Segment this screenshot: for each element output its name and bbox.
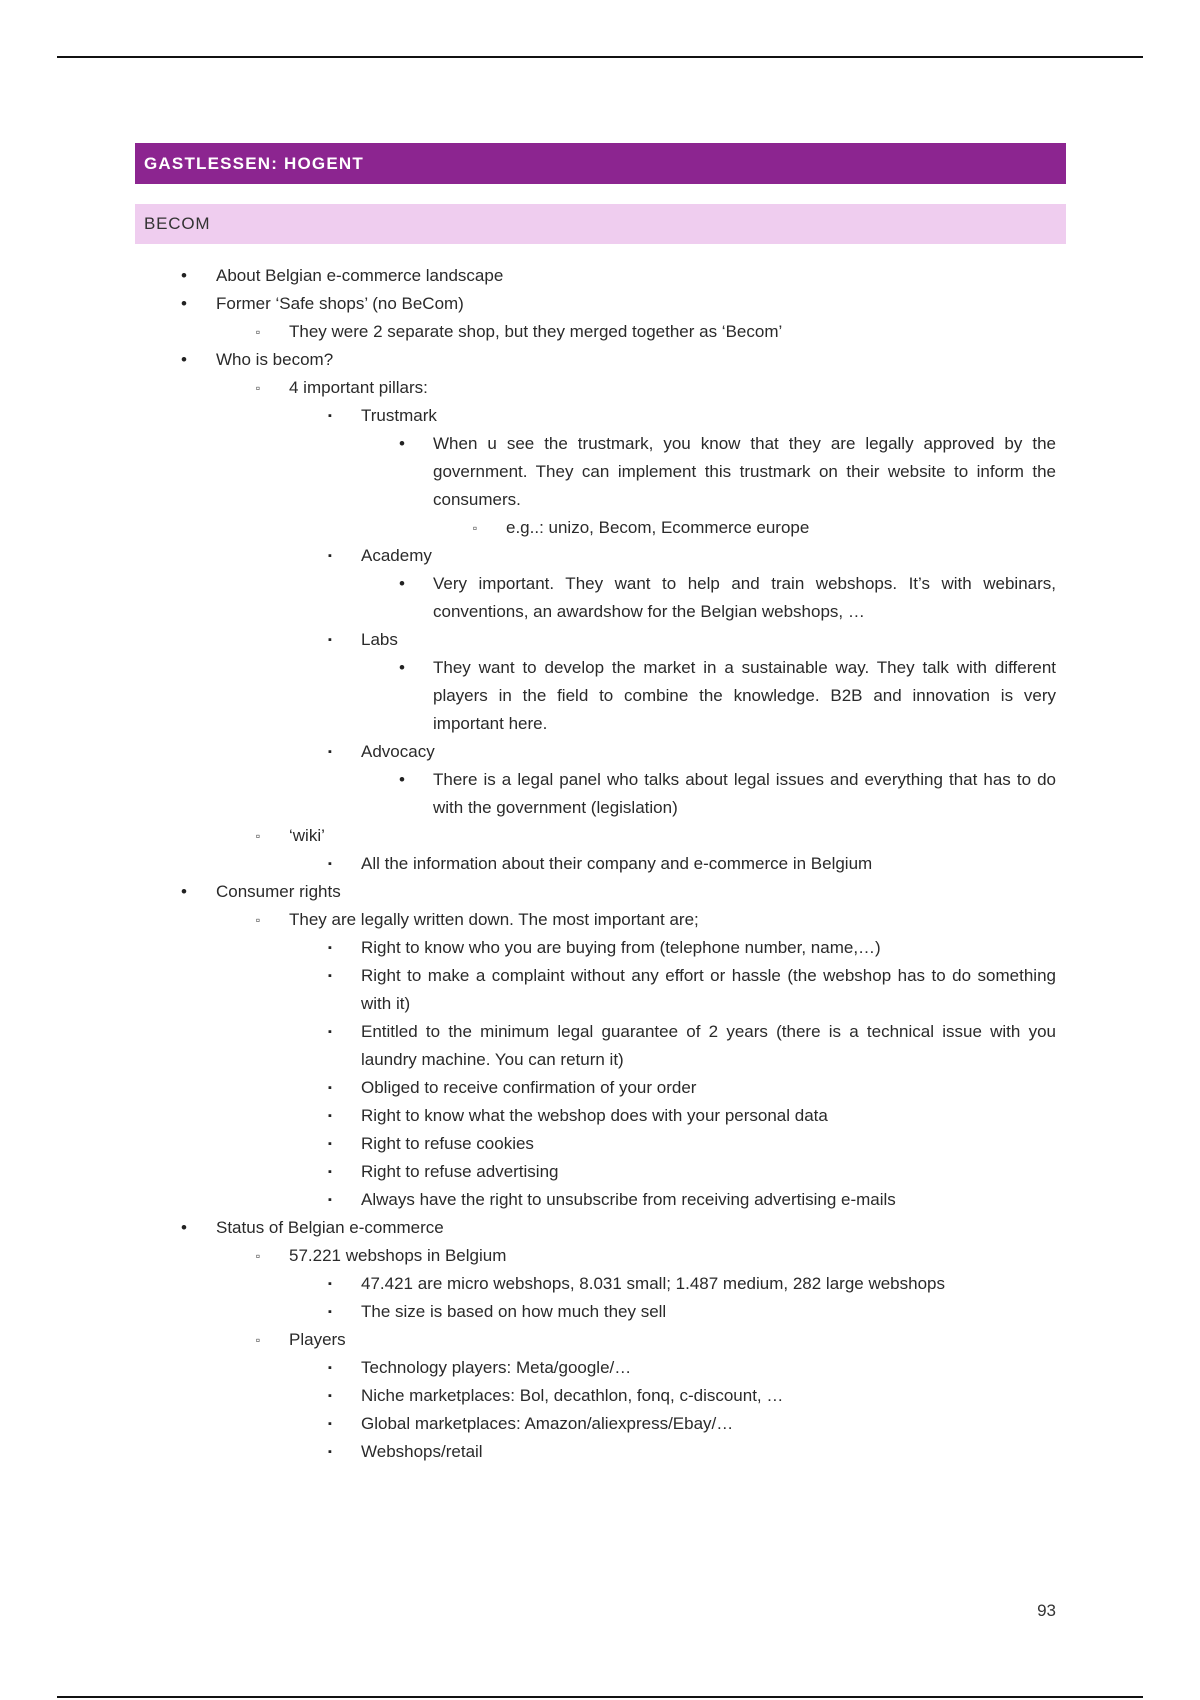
list-item bbox=[0, 878, 1200, 906]
bullet-marker: ▪ bbox=[328, 858, 332, 870]
bullet-marker: ▫ bbox=[255, 1249, 261, 1263]
bullet-marker: • bbox=[181, 350, 187, 369]
list-item-text: About Belgian e-commerce landscape bbox=[216, 266, 504, 285]
list-item-text: Advocacy bbox=[361, 742, 435, 761]
list-item-text: Trustmark bbox=[361, 406, 437, 425]
list-item bbox=[0, 822, 1200, 850]
list-item-text: They were 2 separate shop, but they merged together as ‘Becom’ bbox=[289, 322, 783, 341]
bullet-marker: • bbox=[181, 266, 187, 285]
bullet-marker: ▫ bbox=[472, 521, 478, 535]
bullet-marker: • bbox=[181, 882, 187, 901]
bullet-marker: ▫ bbox=[255, 325, 261, 339]
list-item bbox=[0, 738, 1200, 766]
list-item-text: Obliged to receive confirmation of your order bbox=[361, 1078, 697, 1097]
list-item-text: Who is becom? bbox=[216, 350, 334, 369]
list-item-text: When u see the trustmark, you know that they are legally approved by the government. They can implement this trustmark on their website to inform the consumers. bbox=[433, 434, 1056, 509]
list-item-text: Webshops/retail bbox=[361, 1442, 483, 1461]
list-item bbox=[0, 1102, 1200, 1130]
bullet-marker: • bbox=[181, 1218, 187, 1237]
list-item bbox=[0, 1186, 1200, 1214]
bullet-marker: ▪ bbox=[328, 634, 332, 646]
list-item-text: 47.421 are micro webshops, 8.031 small; 1.487 medium, 282 large webshops bbox=[361, 1274, 946, 1293]
bullet-marker: ▪ bbox=[328, 1306, 332, 1318]
bullet-marker: ▫ bbox=[255, 1333, 261, 1347]
list-item-text: They are legally written down. The most important are; bbox=[289, 910, 699, 929]
list-item bbox=[0, 430, 1200, 514]
bullet-marker: ▫ bbox=[255, 913, 261, 927]
list-item bbox=[0, 1410, 1200, 1438]
bullet-marker: ▪ bbox=[328, 1418, 332, 1430]
bottom-rule bbox=[57, 1696, 1143, 1698]
list-item bbox=[0, 374, 1200, 402]
list-item bbox=[0, 262, 1200, 290]
list-item-text: Right to refuse cookies bbox=[361, 1134, 534, 1153]
list-item-text: Right to know who you are buying from (telephone number, name,…) bbox=[361, 938, 881, 957]
list-item-text: Technology players: Meta/google/… bbox=[361, 1358, 632, 1377]
list-item bbox=[0, 766, 1200, 822]
bullet-marker: ▪ bbox=[328, 970, 332, 982]
list-item-text: Entitled to the minimum legal guarantee of 2 years (there is a technical issue with you laundry machine. You can return it) bbox=[361, 1022, 1056, 1069]
list-item bbox=[0, 1326, 1200, 1354]
list-item-text: Former ‘Safe shops’ (no BeCom) bbox=[216, 294, 464, 313]
bullet-marker: ▪ bbox=[328, 746, 332, 758]
list-item-text: 4 important pillars: bbox=[289, 378, 428, 397]
section-heading: GASTLESSEN: HOGENT bbox=[135, 143, 1066, 184]
list-item bbox=[0, 1074, 1200, 1102]
list-item bbox=[0, 1382, 1200, 1410]
bullet-marker: ▪ bbox=[328, 1166, 332, 1178]
list-item-text: Global marketplaces: Amazon/aliexpress/Ebay/… bbox=[361, 1414, 734, 1433]
bullet-marker: • bbox=[399, 434, 405, 453]
list-item-text: Always have the right to unsubscribe from receiving advertising e-mails bbox=[361, 1190, 896, 1209]
bullet-list bbox=[0, 262, 1200, 1466]
list-item bbox=[0, 542, 1200, 570]
list-item bbox=[0, 1298, 1200, 1326]
list-item bbox=[0, 654, 1200, 738]
bullet-marker: ▪ bbox=[328, 550, 332, 562]
list-item-text: e.g..: unizo, Becom, Ecommerce europe bbox=[506, 518, 810, 537]
bullet-marker: • bbox=[399, 770, 405, 789]
list-item bbox=[0, 1130, 1200, 1158]
bullet-marker: ▪ bbox=[328, 1362, 332, 1374]
list-item bbox=[0, 570, 1200, 626]
list-item bbox=[0, 962, 1200, 1018]
list-item-text: Labs bbox=[361, 630, 398, 649]
list-item-text: ‘wiki’ bbox=[289, 826, 325, 845]
bullet-marker: ▫ bbox=[255, 381, 261, 395]
list-item-text: Right to know what the webshop does with your personal data bbox=[361, 1106, 828, 1125]
bullet-marker: • bbox=[181, 294, 187, 313]
list-item bbox=[0, 1214, 1200, 1242]
list-item-text: Very important. They want to help and train webshops. It’s with webinars, conventions, an awardshow for the Belgian webshops, … bbox=[433, 574, 1056, 621]
list-item bbox=[0, 514, 1200, 542]
list-item bbox=[0, 1018, 1200, 1074]
list-item-text: Academy bbox=[361, 546, 432, 565]
bullet-marker: ▪ bbox=[328, 1110, 332, 1122]
top-rule bbox=[57, 56, 1143, 58]
list-item bbox=[0, 346, 1200, 374]
list-item-text: They want to develop the market in a sustainable way. They talk with different players in the field to combine the knowledge. B2B and innovation is very important here. bbox=[433, 658, 1056, 733]
list-item bbox=[0, 906, 1200, 934]
list-item bbox=[0, 402, 1200, 430]
page-number: 93 bbox=[1037, 1601, 1056, 1620]
subsection-heading: BECOM bbox=[135, 204, 1066, 244]
bullet-marker: ▪ bbox=[328, 1278, 332, 1290]
bullet-marker: ▪ bbox=[328, 410, 332, 422]
bullet-marker: ▪ bbox=[328, 1138, 332, 1150]
list-item-text: The size is based on how much they sell bbox=[361, 1302, 667, 1321]
bullet-marker: ▪ bbox=[328, 1446, 332, 1458]
list-item bbox=[0, 1270, 1200, 1298]
bullet-marker: ▪ bbox=[328, 1194, 332, 1206]
list-item-text: 57.221 webshops in Belgium bbox=[289, 1246, 507, 1265]
bullet-marker: ▪ bbox=[328, 1026, 332, 1038]
list-item bbox=[0, 850, 1200, 878]
bullet-marker: ▪ bbox=[328, 1082, 332, 1094]
list-item bbox=[0, 626, 1200, 654]
list-item-text: Consumer rights bbox=[216, 882, 341, 901]
list-item bbox=[0, 1438, 1200, 1466]
list-item bbox=[0, 1354, 1200, 1382]
list-item bbox=[0, 318, 1200, 346]
bullet-marker: ▫ bbox=[255, 829, 261, 843]
bullet-marker: • bbox=[399, 574, 405, 593]
list-item-text: Status of Belgian e-commerce bbox=[216, 1218, 444, 1237]
list-item bbox=[0, 934, 1200, 962]
list-item-text: Right to make a complaint without any effort or hassle (the webshop has to do something with it) bbox=[361, 966, 1056, 1013]
list-item bbox=[0, 290, 1200, 318]
list-item-text: Right to refuse advertising bbox=[361, 1162, 559, 1181]
bullet-marker: ▪ bbox=[328, 1390, 332, 1402]
bullet-marker: ▪ bbox=[328, 942, 332, 954]
bullet-marker: • bbox=[399, 658, 405, 677]
list-item bbox=[0, 1158, 1200, 1186]
list-item-text: Players bbox=[289, 1330, 346, 1349]
list-item bbox=[0, 1242, 1200, 1270]
list-item-text: Niche marketplaces: Bol, decathlon, fonq, c-discount, … bbox=[361, 1386, 784, 1405]
list-item-text: All the information about their company and e-commerce in Belgium bbox=[361, 854, 873, 873]
list-item-text: There is a legal panel who talks about legal issues and everything that has to do with the government (legislation) bbox=[433, 770, 1056, 817]
